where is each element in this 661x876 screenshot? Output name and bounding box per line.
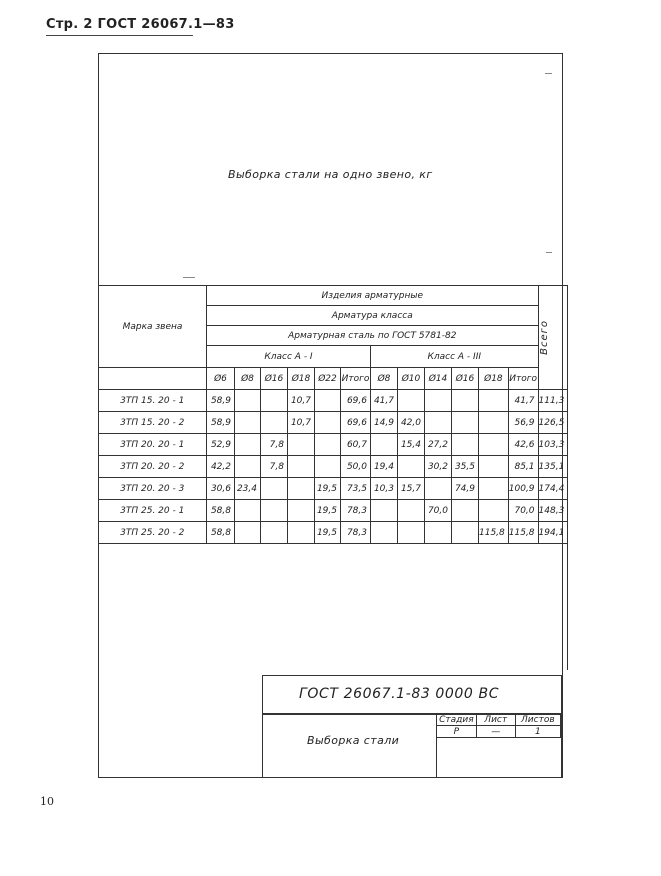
table-cell: 135,1	[538, 456, 568, 478]
table-row	[99, 390, 568, 412]
table-cell: 10,3	[371, 478, 398, 500]
table-cell: 74,9	[452, 478, 479, 500]
diameter-header: Ø18	[479, 368, 509, 390]
table-cell: 19,5	[315, 522, 341, 544]
table-cell	[398, 390, 425, 412]
table-row	[99, 456, 568, 478]
scan-mark	[545, 73, 552, 74]
table-cell: 78,3	[341, 500, 371, 522]
table-cell	[452, 390, 479, 412]
group-header: Изделия арматурные	[207, 286, 539, 306]
table-cell: 42,0	[398, 412, 425, 434]
table-cell	[235, 390, 261, 412]
table-cell: 111,3	[538, 390, 568, 412]
table-cell: 100,9	[508, 478, 538, 500]
table-cell: 23,4	[235, 478, 261, 500]
table-cell: 19,5	[315, 478, 341, 500]
table-cell: 148,3	[538, 500, 568, 522]
table-cell	[288, 522, 315, 544]
sheet-header: Лист	[476, 714, 515, 726]
table-cell	[261, 500, 288, 522]
stamp-title: ГОСТ 26067.1-83 0000 ВС	[299, 686, 500, 702]
table-cell: 7,8	[261, 456, 288, 478]
caption: Выборка стали на одно звено, кг	[228, 168, 433, 181]
table-cell	[452, 434, 479, 456]
table-row	[99, 522, 568, 544]
table-cell	[288, 500, 315, 522]
table-cell	[235, 456, 261, 478]
table-cell	[371, 434, 398, 456]
table-cell: 70,0	[508, 500, 538, 522]
table-cell: 69,6	[341, 390, 371, 412]
table-cell: 115,8	[508, 522, 538, 544]
table-cell: 115,8	[479, 522, 509, 544]
table-cell	[452, 412, 479, 434]
title-block	[262, 675, 562, 778]
table-cell	[235, 500, 261, 522]
subgroup-header: Арматура класса	[207, 306, 539, 326]
table-cell	[479, 500, 509, 522]
table-cell: 103,3	[538, 434, 568, 456]
scan-mark	[183, 277, 195, 278]
table-cell: 50,0	[341, 456, 371, 478]
diameter-header: Ø16	[261, 368, 288, 390]
table-cell: 15,7	[398, 478, 425, 500]
table-cell	[398, 500, 425, 522]
table-cell	[425, 478, 452, 500]
blank-area	[207, 544, 568, 670]
table-row	[99, 434, 568, 456]
table-cell	[235, 522, 261, 544]
table-cell: 14,9	[371, 412, 398, 434]
row-mark: 3ТП 15. 20 - 2	[99, 412, 207, 434]
stage-table	[436, 713, 561, 738]
sheet-value: —	[476, 726, 515, 738]
table-row	[99, 412, 568, 434]
table-cell	[452, 522, 479, 544]
table-cell	[425, 390, 452, 412]
table-cell: 19,4	[371, 456, 398, 478]
diameter-header: Ø16	[452, 368, 479, 390]
diameter-header: Ø8	[235, 368, 261, 390]
class1-header: Класс А - I	[207, 346, 371, 368]
table-cell: 60,7	[341, 434, 371, 456]
diameter-header: Ø14	[425, 368, 452, 390]
class2-header: Класс А - III	[371, 346, 539, 368]
table-cell: 30,2	[425, 456, 452, 478]
table-cell	[288, 478, 315, 500]
table-cell: 85,1	[508, 456, 538, 478]
table-cell: 27,2	[425, 434, 452, 456]
table-cell	[398, 522, 425, 544]
table-cell: 58,8	[207, 522, 235, 544]
blank-area	[99, 544, 207, 670]
table-cell: 30,6	[207, 478, 235, 500]
table-cell: 69,6	[341, 412, 371, 434]
table-cell: 58,9	[207, 390, 235, 412]
table-cell: 41,7	[508, 390, 538, 412]
table-cell: 19,5	[315, 500, 341, 522]
table-cell: 58,9	[207, 412, 235, 434]
table-cell: 70,0	[425, 500, 452, 522]
diameter-header: Ø8	[371, 368, 398, 390]
header-underline	[46, 35, 193, 36]
table-cell	[425, 412, 452, 434]
steel-table	[98, 285, 568, 670]
diameter-header: Итого	[508, 368, 538, 390]
table-cell	[235, 412, 261, 434]
table-row	[99, 500, 568, 522]
table-cell: 174,4	[538, 478, 568, 500]
table-cell: 35,5	[452, 456, 479, 478]
table-cell: 126,5	[538, 412, 568, 434]
table-cell	[261, 390, 288, 412]
sheets-header: Листов	[515, 714, 560, 726]
table-cell: 42,2	[207, 456, 235, 478]
table-cell	[261, 412, 288, 434]
row-mark: 3ТП 25. 20 - 1	[99, 500, 207, 522]
table-cell	[479, 434, 509, 456]
table-cell	[288, 456, 315, 478]
diameter-header: Ø10	[398, 368, 425, 390]
stamp-name: Выборка стали	[307, 734, 400, 747]
stage-value: Р	[437, 726, 477, 738]
diameter-header: Итого	[341, 368, 371, 390]
table-cell	[425, 522, 452, 544]
row-mark: 3ТП 15. 20 - 1	[99, 390, 207, 412]
table-cell	[479, 478, 509, 500]
table-cell	[452, 500, 479, 522]
table-cell: 56,9	[508, 412, 538, 434]
table-cell: 58,8	[207, 500, 235, 522]
table-cell	[398, 456, 425, 478]
table-cell	[371, 500, 398, 522]
table-row	[99, 478, 568, 500]
table-cell	[288, 434, 315, 456]
table-cell: 78,3	[341, 522, 371, 544]
table-cell	[479, 390, 509, 412]
table-cell	[235, 434, 261, 456]
table-cell	[479, 456, 509, 478]
stage-header: Стадия	[437, 714, 477, 726]
steel-header: Арматурная сталь по ГОСТ 5781-82	[207, 326, 539, 346]
table-cell	[315, 390, 341, 412]
page-header: Стр. 2 ГОСТ 26067.1—83	[46, 17, 235, 32]
sheets-value: 1	[515, 726, 560, 738]
mark-header-continuation	[99, 368, 207, 390]
row-mark: 3ТП 20. 20 - 2	[99, 456, 207, 478]
mark-header: Марка звена	[99, 286, 207, 368]
table-cell	[261, 522, 288, 544]
row-mark: 3ТП 25. 20 - 2	[99, 522, 207, 544]
total-header: Всего	[538, 286, 568, 390]
table-cell: 42,6	[508, 434, 538, 456]
table-cell: 7,8	[261, 434, 288, 456]
table-cell: 41,7	[371, 390, 398, 412]
table-cell	[315, 412, 341, 434]
diameter-header: Ø18	[288, 368, 315, 390]
diameter-header: Ø6	[207, 368, 235, 390]
table-cell	[261, 478, 288, 500]
table-cell: 52,9	[207, 434, 235, 456]
table-cell: 194,1	[538, 522, 568, 544]
diameter-header: Ø22	[315, 368, 341, 390]
table-cell: 15,4	[398, 434, 425, 456]
table-cell: 73,5	[341, 478, 371, 500]
page-number: 10	[40, 795, 54, 808]
table-cell	[479, 412, 509, 434]
table-cell: 10,7	[288, 390, 315, 412]
table-cell: 10,7	[288, 412, 315, 434]
table-cell	[371, 522, 398, 544]
table-cell	[315, 456, 341, 478]
table-cell	[315, 434, 341, 456]
row-mark: 3ТП 20. 20 - 3	[99, 478, 207, 500]
row-mark: 3ТП 20. 20 - 1	[99, 434, 207, 456]
scan-mark	[546, 252, 552, 253]
